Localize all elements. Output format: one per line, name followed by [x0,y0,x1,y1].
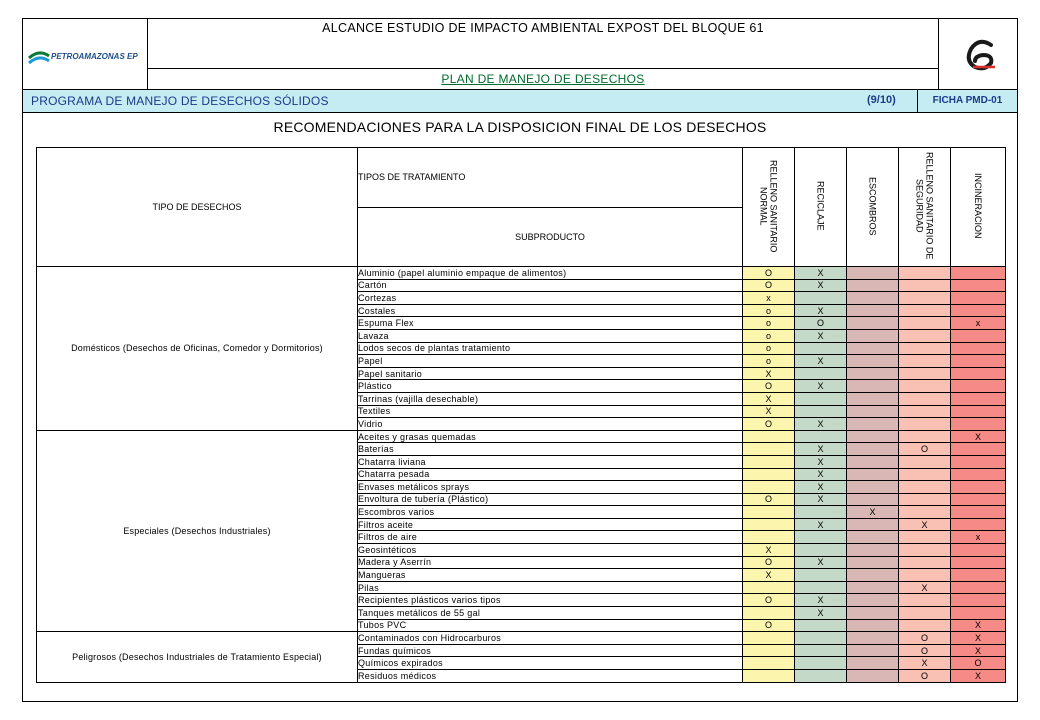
treatment-mark [743,632,795,645]
subproduct-name: Fundas químicos [358,644,743,657]
treatment-mark [899,594,951,607]
header-tipo: TIPO DE DESECHOS [37,148,358,267]
treatment-mark: X [795,279,847,292]
treatment-mark: X [743,405,795,418]
treatment-mark [899,607,951,620]
table-row [37,632,1006,645]
treatment-mark [847,531,899,544]
treatment-mark [899,418,951,431]
subproduct-name: Envases metálicos sprays [358,481,743,494]
treatment-mark [743,670,795,683]
treatment-mark: X [795,443,847,456]
treatment-mark [847,569,899,582]
treatment-mark [795,657,847,670]
treatment-mark: X [951,430,1006,443]
treatment-mark [847,342,899,355]
company-seal [938,19,1017,89]
subproduct-name: Chatarra pesada [358,468,743,481]
treatment-mark [951,267,1006,280]
treatment-mark: X [951,644,1006,657]
waste-category: Domésticos (Desechos de Oficinas, Comedor y Dormitorios) [37,267,358,431]
treatment-mark [899,556,951,569]
treatment-mark [847,292,899,305]
treatment-mark [743,607,795,620]
treatment-mark: x [743,292,795,305]
treatment-mark [951,405,1006,418]
subproduct-name: Filtros de aire [358,531,743,544]
treatment-mark [951,342,1006,355]
treatment-mark: X [795,468,847,481]
treatment-mark [951,594,1006,607]
document-title: ALCANCE ESTUDIO DE IMPACTO AMBIENTAL EXPOST DEL BLOQUE 61 [148,19,938,69]
treatment-mark [951,506,1006,519]
document-frame [22,18,1018,702]
treatment-mark [743,430,795,443]
treatment-mark [847,581,899,594]
treatment-mark [847,493,899,506]
table-row [37,267,1006,280]
treatment-mark [951,607,1006,620]
treatment-mark: O [743,418,795,431]
treatment-mark: X [795,418,847,431]
subproduct-name: Tarrinas (vajilla desechable) [358,392,743,405]
treatment-mark [795,531,847,544]
treatment-mark: X [795,455,847,468]
treatment-mark: X [743,367,795,380]
treatment-mark: o [743,317,795,330]
page-indicator: (9/10) [867,94,896,106]
treatment-mark [743,468,795,481]
treatment-mark [847,468,899,481]
treatment-mark [847,518,899,531]
header-relleno-seguridad: RELLENO SANITARIO DE SEGURIDAD [899,148,951,267]
plan-subtitle: PLAN DE MANEJO DE DESECHOS [441,72,645,86]
logo-text: PETROAMAZONAS EP [51,52,138,61]
treatment-mark: X [743,544,795,557]
subproduct-name: Geosintéticos [358,544,743,557]
subproduct-name: Aceites y grasas quemadas [358,430,743,443]
treatment-mark [743,644,795,657]
subproduct-name: Tanques metálicos de 55 gal [358,607,743,620]
treatment-mark [847,329,899,342]
treatment-mark: X [899,581,951,594]
subproduct-name: Chatarra liviana [358,455,743,468]
header-incineracion: INCINERACION [951,148,1006,267]
subproduct-name: Espuma Flex [358,317,743,330]
treatment-mark: X [899,657,951,670]
subproduct-name: Vidrio [358,418,743,431]
treatment-mark: X [795,481,847,494]
treatment-mark [951,569,1006,582]
treatment-mark [847,607,899,620]
treatment-mark [743,455,795,468]
waste-category: Peligrosos (Desechos Industriales de Tratamiento Especial) [37,632,358,682]
treatment-mark: X [743,569,795,582]
treatment-mark [795,619,847,632]
subproduct-name: Costales [358,304,743,317]
treatment-mark: o [743,329,795,342]
treatment-mark [795,581,847,594]
treatment-mark: X [795,355,847,368]
section-title: RECOMENDACIONES PARA LA DISPOSICION FINAL DE LOS DESECHOS [273,119,767,135]
treatment-mark [899,544,951,557]
treatment-mark: X [795,493,847,506]
treatment-mark: O [899,644,951,657]
treatment-mark [847,317,899,330]
treatment-mark: X [795,304,847,317]
header-tratamiento: TIPOS DE TRATAMIENTO [358,148,743,208]
treatment-mark [847,418,899,431]
treatment-mark [899,279,951,292]
treatment-mark [899,317,951,330]
subproduct-name: Residuos médicos [358,670,743,683]
treatment-mark: O [743,594,795,607]
treatment-mark [743,657,795,670]
treatment-mark [847,556,899,569]
treatment-mark [847,380,899,393]
treatment-mark [899,430,951,443]
treatment-mark: X [951,619,1006,632]
treatment-mark [951,329,1006,342]
treatment-mark: o [743,304,795,317]
treatment-mark: X [951,670,1006,683]
treatment-mark [899,304,951,317]
table-row [37,430,1006,443]
treatment-mark [795,544,847,557]
treatment-mark: X [743,392,795,405]
subproduct-name: Plástico [358,380,743,393]
treatment-mark [899,569,951,582]
treatment-mark [899,468,951,481]
treatment-mark [743,581,795,594]
treatment-mark: x [951,531,1006,544]
petroamazonas-logo [23,19,148,89]
treatment-mark [847,544,899,557]
treatment-mark [743,443,795,456]
treatment-mark [899,455,951,468]
treatment-mark [795,430,847,443]
treatment-mark: O [743,619,795,632]
treatment-mark [847,304,899,317]
treatment-mark [795,506,847,519]
treatment-mark [951,455,1006,468]
treatment-mark [951,493,1006,506]
treatment-mark [899,267,951,280]
treatment-mark: o [743,355,795,368]
treatment-mark [847,279,899,292]
treatment-mark: X [795,267,847,280]
treatment-mark: O [795,317,847,330]
treatment-mark [847,443,899,456]
treatment-mark [743,481,795,494]
treatment-mark [795,342,847,355]
treatment-mark [951,355,1006,368]
treatment-mark [899,329,951,342]
header-relleno-normal: RELLENO SANITARIO NORMAL [743,148,795,267]
treatment-mark [899,367,951,380]
treatment-mark [951,367,1006,380]
treatment-mark [899,380,951,393]
treatment-mark [847,392,899,405]
treatment-mark [847,367,899,380]
treatment-mark [795,670,847,683]
treatment-mark [951,304,1006,317]
subproduct-name: Mangueras [358,569,743,582]
treatment-mark [951,279,1006,292]
treatment-mark [951,544,1006,557]
treatment-mark: X [795,329,847,342]
header-subproducto: SUBPRODUCTO [358,207,743,267]
treatment-mark [795,392,847,405]
treatment-mark [847,430,899,443]
treatment-mark [847,632,899,645]
treatment-mark [847,644,899,657]
treatment-mark: O [743,267,795,280]
subproduct-name: Filtros aceite [358,518,743,531]
treatment-mark [951,556,1006,569]
subproduct-name: Lavaza [358,329,743,342]
subproduct-name: Aluminio (papel aluminio empaque de alimentos) [358,267,743,280]
treatment-mark [847,619,899,632]
treatment-mark: O [743,493,795,506]
treatment-mark: X [795,556,847,569]
treatment-mark [899,292,951,305]
treatment-mark [951,581,1006,594]
treatment-mark [847,481,899,494]
treatment-mark: O [743,279,795,292]
treatment-mark [951,481,1006,494]
treatment-mark [899,392,951,405]
treatment-mark: X [795,380,847,393]
treatment-mark [847,405,899,418]
treatment-mark [899,531,951,544]
treatment-mark [951,380,1006,393]
subproduct-name: Papel [358,355,743,368]
waste-category: Especiales (Desechos Industriales) [37,430,358,632]
treatment-mark [795,569,847,582]
subproduct-name: Tubos PVC [358,619,743,632]
treatment-mark [899,493,951,506]
treatment-mark [951,518,1006,531]
treatment-mark [951,468,1006,481]
treatment-mark: x [951,317,1006,330]
treatment-mark: O [899,443,951,456]
header-reciclaje: RECICLAJE [795,148,847,267]
treatment-mark: O [743,556,795,569]
ficha-code: FICHA PMD-01 [917,90,1017,112]
treatment-mark [795,292,847,305]
treatment-mark [951,392,1006,405]
subproduct-name: Lodos secos de plantas tratamiento [358,342,743,355]
treatment-mark [847,355,899,368]
treatment-mark [899,619,951,632]
treatment-mark [847,455,899,468]
treatment-mark: O [899,632,951,645]
waste-table [36,147,1006,683]
treatment-mark [847,670,899,683]
treatment-mark: X [795,518,847,531]
subproduct-name: Recipientes plásticos varios tipos [358,594,743,607]
subproduct-name: Pilas [358,581,743,594]
subproduct-name: Madera y Aserrín [358,556,743,569]
treatment-mark [847,594,899,607]
treatment-mark: X [795,594,847,607]
subproduct-name: Cartón [358,279,743,292]
program-bar [23,89,1017,113]
treatment-mark [743,518,795,531]
treatment-mark: O [899,670,951,683]
treatment-mark: X [899,518,951,531]
subproduct-name: Baterías [358,443,743,456]
header-escombros: ESCOMBROS [847,148,899,267]
treatment-mark [743,506,795,519]
treatment-mark: o [743,342,795,355]
treatment-mark [899,405,951,418]
treatment-mark [951,443,1006,456]
treatment-mark: O [743,380,795,393]
treatment-mark [847,657,899,670]
subproduct-name: Químicos expirados [358,657,743,670]
treatment-mark: X [847,506,899,519]
treatment-mark [899,342,951,355]
treatment-mark [899,506,951,519]
treatment-mark [795,367,847,380]
treatment-mark [743,531,795,544]
subproduct-name: Escombros varios [358,506,743,519]
treatment-mark [795,644,847,657]
subproduct-name: Textiles [358,405,743,418]
seal-icon [939,19,1018,89]
program-title: PROGRAMA DE MANEJO DE DESECHOS SÓLIDOS [31,94,329,108]
treatment-mark [899,481,951,494]
treatment-mark [899,355,951,368]
subproduct-name: Cortezas [358,292,743,305]
subproduct-name: Papel sanitario [358,367,743,380]
subproduct-name: Contaminados con Hidrocarburos [358,632,743,645]
treatment-mark [795,632,847,645]
treatment-mark: O [951,657,1006,670]
subproduct-name: Envoltura de tubería (Plástico) [358,493,743,506]
treatment-mark [951,418,1006,431]
table-body [37,267,1006,683]
treatment-mark [847,267,899,280]
treatment-mark: X [795,607,847,620]
treatment-mark [795,405,847,418]
treatment-mark [951,292,1006,305]
treatment-mark: X [951,632,1006,645]
